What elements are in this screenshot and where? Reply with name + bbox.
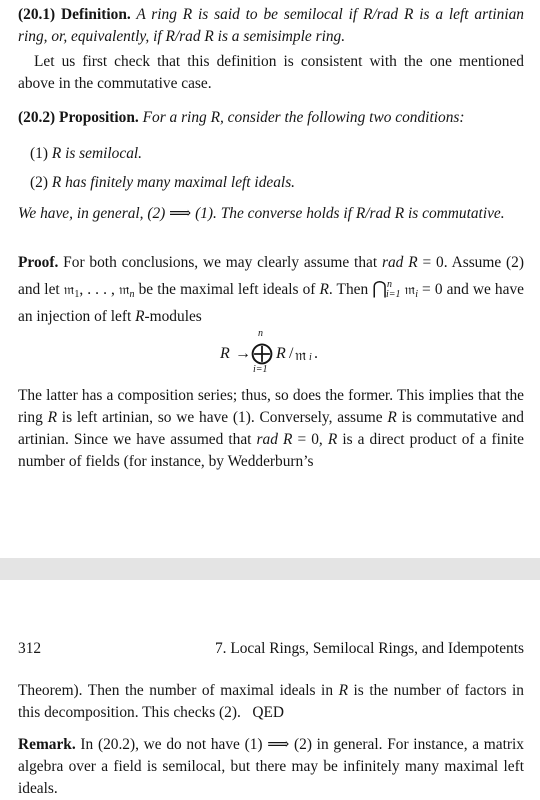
- theorem-continuation-paragraph: Theorem). Then the number of maximal ideals in R is the number of factors in this decomposition. This checks (2). QED: [18, 682, 524, 721]
- page-separator: [0, 558, 540, 580]
- arrow-symbol: →: [235, 345, 251, 362]
- running-header: [18, 638, 524, 660]
- proposition-number: (20.2): [18, 109, 56, 126]
- condition-1-label: (1): [30, 145, 48, 162]
- page-number: 312: [18, 640, 42, 657]
- big-intersection-symbol: ⋂: [372, 278, 388, 298]
- condition-2-label: (2): [30, 174, 48, 191]
- direct-sum-symbol: ⨁: [251, 340, 273, 365]
- remark-heading: Remark.: [18, 736, 76, 753]
- proof-heading: Proof.: [18, 254, 59, 271]
- condition-1: (1) R is semilocal.: [30, 145, 143, 162]
- definition-number: (20.1): [18, 6, 56, 23]
- consistency-check-paragraph: Let us first check that this definition is consistent with the one mentioned above in the commutative case.: [18, 53, 524, 92]
- implies-symbol-remark: ⟹: [267, 736, 290, 753]
- proof-paragraph: Proof. For both conclusions, we may clearly assume that rad R = 0. Assume (2) and let 𝔪1, . . . , 𝔪n be the maximal left ideals of R. Then ⋂$^n$i=1 𝔪i = 0 and we have an injection of left R-modules: [18, 254, 524, 325]
- proposition-general-statement: We have, in general, (2) ⟹ (1). The converse holds if R/rad R is commutative.: [18, 205, 505, 222]
- proposition-text: For a ring R, consider the following two conditions:: [142, 109, 465, 126]
- proposition-heading: Proposition.: [59, 109, 139, 126]
- condition-2: (2) R has finitely many maximal left ideals.: [30, 174, 296, 191]
- definition-20-1: (20.1) Definition. A ring R is said to be semilocal if R/rad R is a left artinian ring, or, equivalently, if R/rad R is a semisimple ring.: [18, 6, 525, 45]
- definition-heading: Definition.: [61, 6, 131, 23]
- remark-paragraph: Remark. In (20.2), we do not have (1) ⟹ (2) in general. For instance, a matrix algebra over a field is semilocal, but there may be infinitely many maximal left ideals.: [18, 736, 524, 797]
- chapter-title: 7. Local Rings, Semilocal Rings, and Idempotents: [214, 640, 524, 657]
- injection-display-equation: R → n ⨁ i=1 R / 𝔪 i .: [220, 328, 318, 375]
- qed-mark: QED: [252, 704, 285, 721]
- implies-symbol: ⟹: [169, 205, 192, 222]
- proposition-20-2: [18, 107, 524, 129]
- latter-paragraph: The latter has a composition series; thus, so does the former. This implies that the ring R is left artinian, so we have (1). Conversely, assume R is commutative and artinian. Since we have assumed that rad R = 0, R is a direct product of a finite number of fields (for instance, by Wedderburn’s: [18, 387, 524, 470]
